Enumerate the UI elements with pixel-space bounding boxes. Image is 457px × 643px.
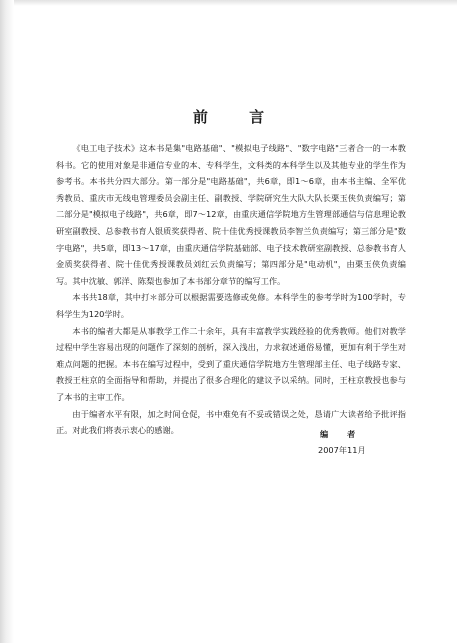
paragraph-thanks: 由于编者水平有限，加之时间仓促，书中难免有不妥或错误之处，恳请广大读者给予批评指正。对此我们将表示衷心的感谢。 [56, 408, 406, 436]
date: 2007年11月 [318, 445, 366, 455]
paragraph-authors: 本书的编者大都是从事教学工作二十余年，具有丰富教学实践经验的优秀教师。他们对教学过程中学生容易出现的问题作了深刻的剖析，深入浅出，力求叙述通俗易懂，更加有利于学生对难点问题的把握。本书在编写过程中，受到了重庆通信学院地方生管理部主任、电子线路专家、教授王柱京的全面指导和帮助，并提出了很多合理化的建议予以采纳。同时，王柱京教授也参与了本书的主审工作。 [56, 325, 406, 402]
signature: 编 者 [320, 429, 364, 439]
preface-body [56, 140, 406, 439]
paragraph-chapters: 本书共18章，其中打＊部分可以根据需要选修或免修。本科学生的参考学时为100学时，专科学生为120学时。 [56, 292, 406, 319]
page-title: 前 言 [192, 108, 283, 126]
paragraph-intro: 《电工电子技术》这本书是集"电路基础"、"模拟电子线路"、"数字电路"三者合一的一本教科书。它的使用对象是非通信专业的本、专科学生，文科类的本科学生以及其他专业的学生作为参考书。本书共分四大部分。第一部分是"电路基础"，共6章，即1～6章，由本书主编、全军优秀教员、重庆市无线电管理委员会副主任、副教授、学院研究生大队大队长栗玉侠负责编写；第二部分是"模拟电子线路"，共6章，即7～12章，由重庆通信学院地方生管理部通信与信息理论教研室副教授、总参教书育人银质奖获得者、院十佳优秀授课教员李智兰负责编写；第三部分是"数字电路"，共5章，即13～17章，由重庆通信学院基础部、电子技术教研室副教授、总参教书育人金质奖获得者、院十佳优秀授课教员刘红云负责编写；第四部分是"电动机"，由栗玉侠负责编写。其中沈敏、郭洋、陈梨也参加了本书部分章节的编写工作。 [56, 143, 406, 286]
